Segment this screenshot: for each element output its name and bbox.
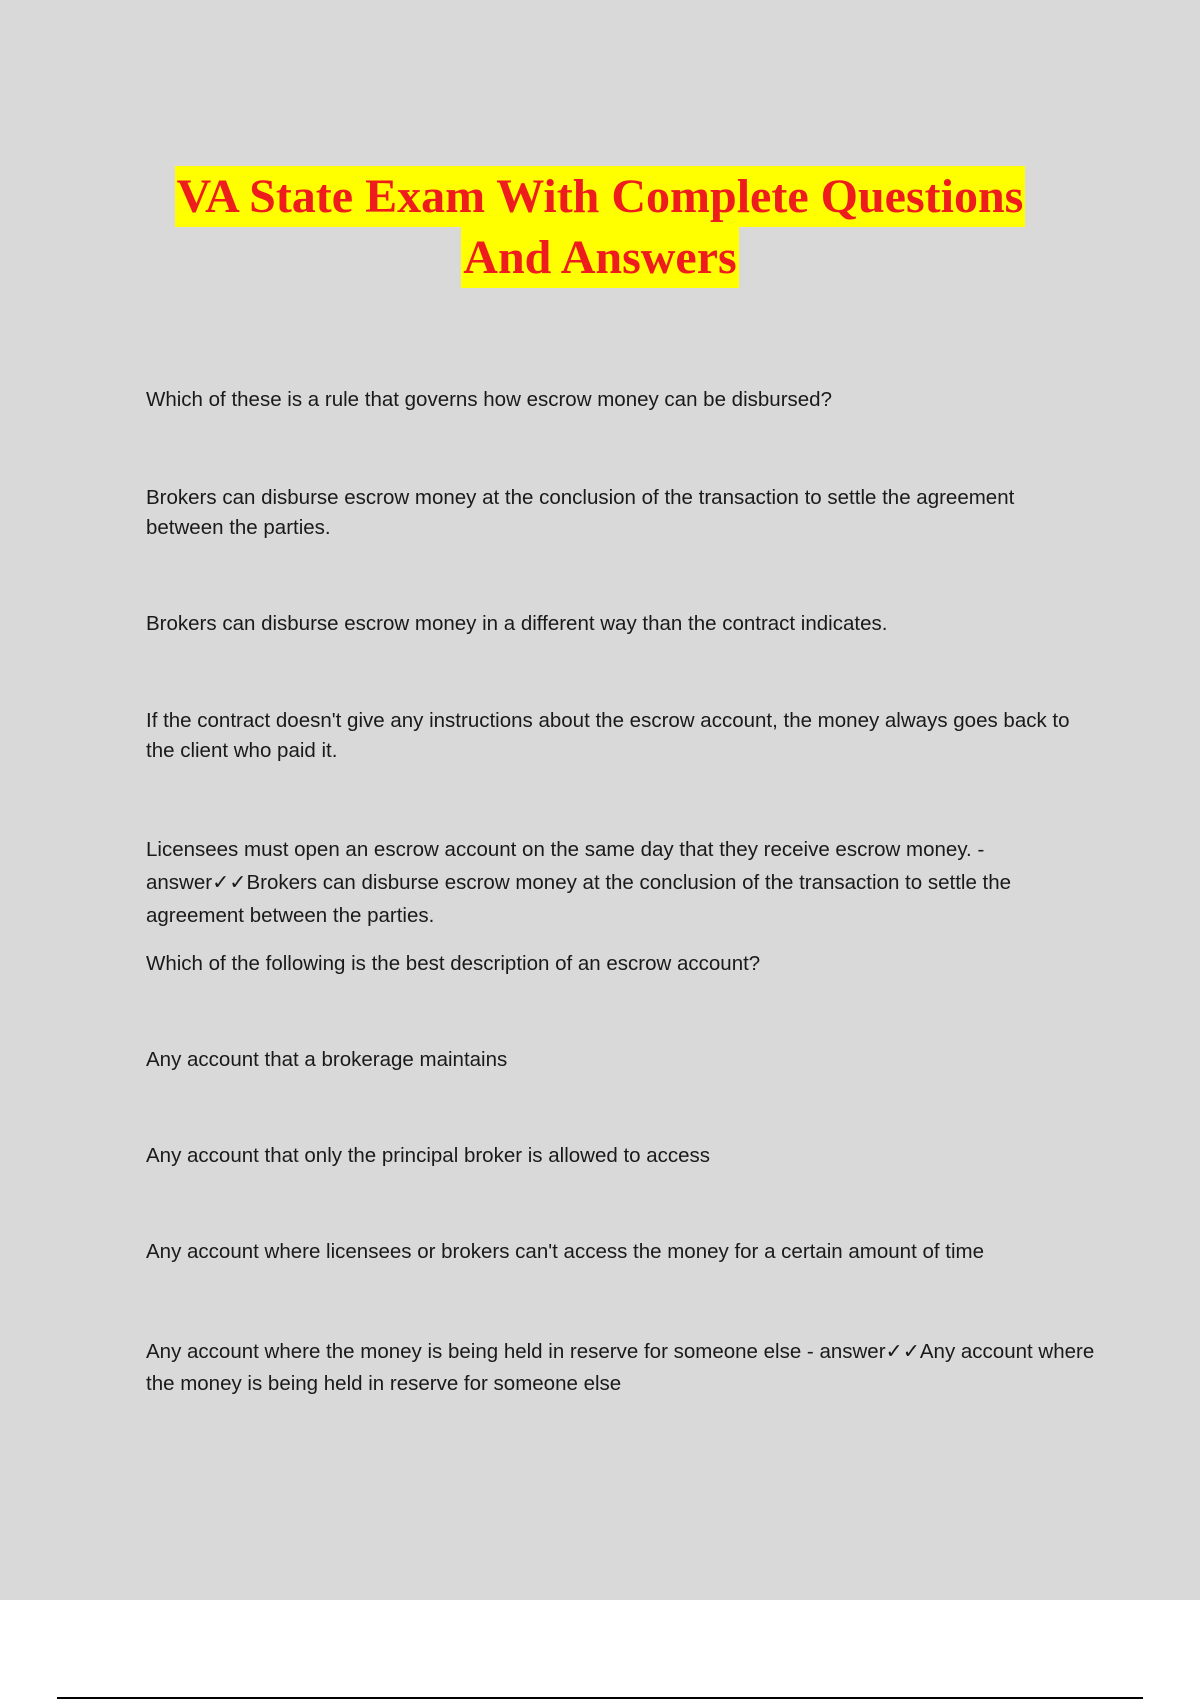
page-bottom-margin <box>0 1600 1200 1700</box>
option-2-d-with-answer: Any account where the money is being held in reserve for someone else - answer✓✓Any account where the money is being held in reserve for someone else <box>146 1340 1095 1395</box>
option-2-c: Any account where licensees or brokers can't access the money for a certain amount of time <box>146 1240 984 1263</box>
option-1-d-with-answer: Licensees must open an escrow account on the same day that they receive escrow money. - answer✓✓Brokers can disburse escrow money at the conclusion of the transaction to settle the agreement between the parties. <box>146 838 1012 927</box>
option-2-a: Any account that a brokerage maintains <box>146 1048 508 1071</box>
option-1-b: Brokers can disburse escrow money in a different way than the contract indicates. <box>146 612 888 635</box>
question-2: Which of the following is the best description of an escrow account? <box>146 952 761 975</box>
footer-divider <box>57 1697 1143 1699</box>
title-line-2: And Answers <box>461 227 738 288</box>
document-title <box>0 166 1200 288</box>
title-line-1: VA State Exam With Complete Questions <box>175 166 1026 227</box>
option-1-a: Brokers can disburse escrow money at the conclusion of the transaction to settle the agreement between the parties. <box>146 486 1015 539</box>
option-2-b: Any account that only the principal broker is allowed to access <box>146 1144 711 1167</box>
question-1: Which of these is a rule that governs how escrow money can be disbursed? <box>146 388 832 411</box>
option-1-c: If the contract doesn't give any instructions about the escrow account, the money always goes back to the client who paid it. <box>146 709 1070 762</box>
